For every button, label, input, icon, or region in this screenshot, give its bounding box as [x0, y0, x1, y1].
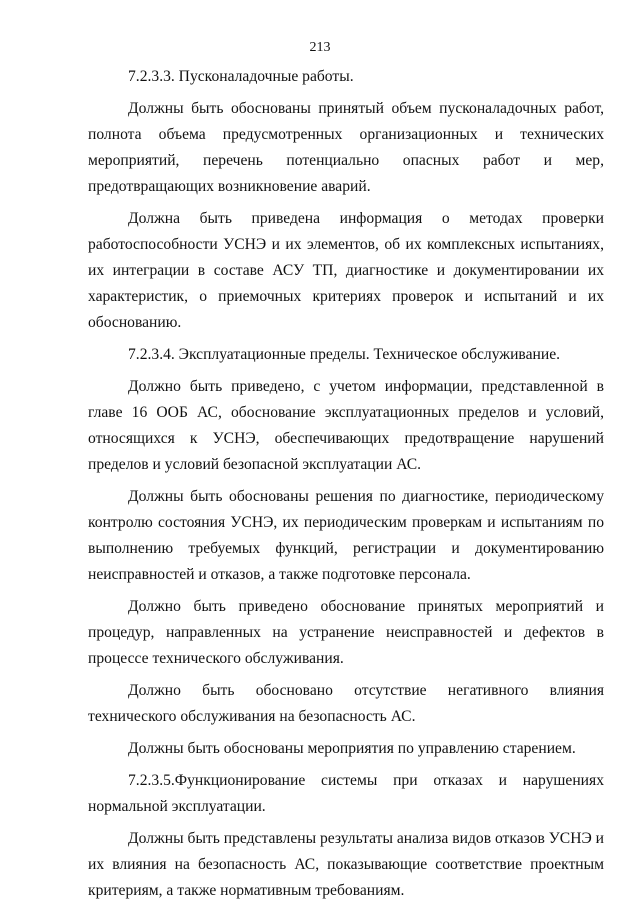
paragraph-maintenance-procedures: Должно быть приведено обоснование принятых мероприятий и процедур, направленных на устранение неисправностей и дефектов в процессе технического обслуживания. [88, 598, 604, 667]
paragraph-verification-methods: Должна быть приведена информация о методах проверки работоспособности УСНЭ и их элементов, об их комплексных испытаниях, их интеграции в составе АСУ ТП, диагностике и документировании их характеристик, о приемочных критериях проверок и испытаний и их обоснованию. [88, 210, 604, 331]
section-heading-7-2-3-4: 7.2.3.4. Эксплуатационные пределы. Техническое обслуживание. [128, 346, 561, 363]
paragraph-failure-analysis: Должны быть представлены результаты анализа видов отказов УСНЭ и их влияния на безопасность АС, показывающие соответствие проектным критериям, а также нормативным требованиям. [88, 830, 604, 899]
paragraph-no-negative-influence: Должно быть обосновано отсутствие негативного влияния технического обслуживания на безопасность АС. [88, 682, 604, 725]
document-body [88, 64, 604, 910]
paragraph-aging-management: Должны быть обоснованы мероприятия по управлению старением. [128, 740, 576, 757]
paragraph-commissioning-scope: Должны быть обоснованы принятый объем пусконаладочных работ, полнота объема предусмотренных организационных и технических мероприятий, перечень потенциально опасных работ и мер, предотвращающих возникновение аварий. [88, 100, 604, 195]
paragraph-operational-limits: Должно быть приведено, с учетом информации, представленной в главе 16 ООБ АС, обоснование эксплуатационных пределов и условий, относящихся к УСНЭ, обеспечивающих предотвращение нарушений пределов и условий безопасной эксплуатации АС. [88, 378, 604, 473]
section-heading-7-2-3-3: 7.2.3.3. Пусконаладочные работы. [128, 68, 354, 85]
section-heading-7-2-3-5: 7.2.3.5.Функционирование системы при отказах и нарушениях нормальной эксплуатации. [88, 772, 604, 815]
page-number: 213 [309, 40, 331, 55]
paragraph-diagnostics: Должны быть обоснованы решения по диагностике, периодическому контролю состояния УСНЭ, их периодическим проверкам и испытаниям по выполнению требуемых функций, регистрации и документированию неисправностей и отказов, а также подготовке персонала. [88, 488, 604, 583]
